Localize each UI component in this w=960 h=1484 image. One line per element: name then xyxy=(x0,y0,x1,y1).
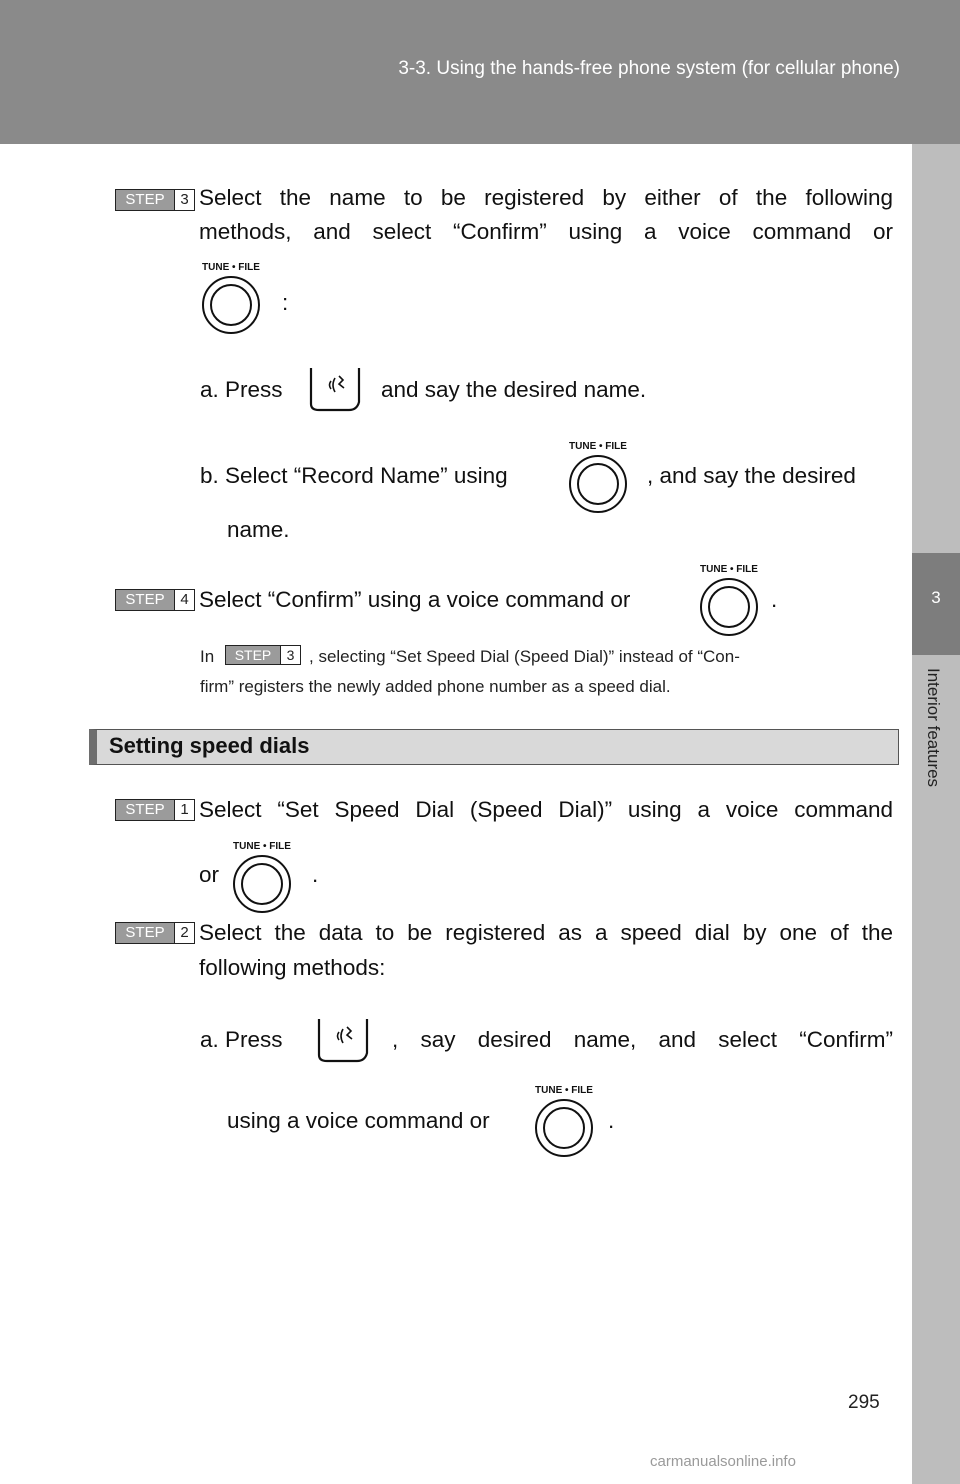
step3-b-start: b. Select “Record Name” using xyxy=(200,463,508,488)
section-title: Setting speed dials xyxy=(109,733,310,758)
step-badge: STEP 4 xyxy=(115,589,195,611)
step3-line3: : xyxy=(282,290,289,315)
watermark: carmanualsonline.info xyxy=(650,1453,796,1470)
page-number: 295 xyxy=(848,1392,880,1413)
sd-step2-line2: following methods: xyxy=(199,955,386,980)
talk-switch-icon xyxy=(309,366,361,412)
note-line1: , selecting “Set Speed Dial (Speed Dial)” instead of “Con- xyxy=(309,647,740,666)
sd-step2-a-end: . xyxy=(608,1108,615,1133)
step4-line1: Select “Confirm” using a voice command or xyxy=(199,587,631,612)
step3-a-press: a. Press xyxy=(200,377,283,402)
talk-switch-icon xyxy=(317,1017,369,1063)
step3-b-rest: , and say the desired xyxy=(647,463,856,488)
header-title: 3-3. Using the hands-free phone system (for cellular phone) xyxy=(398,58,900,79)
side-tab xyxy=(912,144,960,1484)
side-tab-label: Interior features xyxy=(924,668,943,788)
sd-step2-a-rest: , say desired name, and select “Confirm” xyxy=(392,1027,893,1052)
step3-line1: Select the name to be registered by either of the following xyxy=(199,185,893,210)
step-badge: STEP 1 xyxy=(115,799,195,821)
tune-file-knob-icon xyxy=(566,438,630,516)
note-line2: firm” registers the newly added phone number as a speed dial. xyxy=(200,677,671,696)
step-badge: STEP 2 xyxy=(115,922,195,944)
sd-step1-end: . xyxy=(312,862,319,887)
step-badge: STEP 3 xyxy=(225,645,301,665)
step3-b-cont: name. xyxy=(227,517,290,542)
step-badge: STEP 3 xyxy=(115,189,195,211)
tune-file-knob-icon xyxy=(697,561,761,639)
sd-step2-a-cont: using a voice command or xyxy=(227,1108,490,1133)
tune-file-knob-icon xyxy=(532,1082,596,1160)
step3-a-rest: and say the desired name. xyxy=(381,377,647,402)
step3-line2: methods, and select “Confirm” using a voice command or xyxy=(199,219,893,244)
tune-file-knob-icon xyxy=(199,259,263,337)
note-prefix: In xyxy=(200,647,215,666)
sd-step2-a-press: a. Press xyxy=(200,1027,283,1052)
sd-step1-line1: Select “Set Speed Dial (Speed Dial)” using a voice command xyxy=(199,797,893,822)
step4-line1-end: . xyxy=(771,587,778,612)
tune-file-knob-icon xyxy=(230,838,294,916)
sd-step1-or: or xyxy=(199,862,220,887)
side-tab-number: 3 xyxy=(931,588,941,607)
sd-step2-line1: Select the data to be registered as a speed dial by one of the xyxy=(199,920,893,945)
